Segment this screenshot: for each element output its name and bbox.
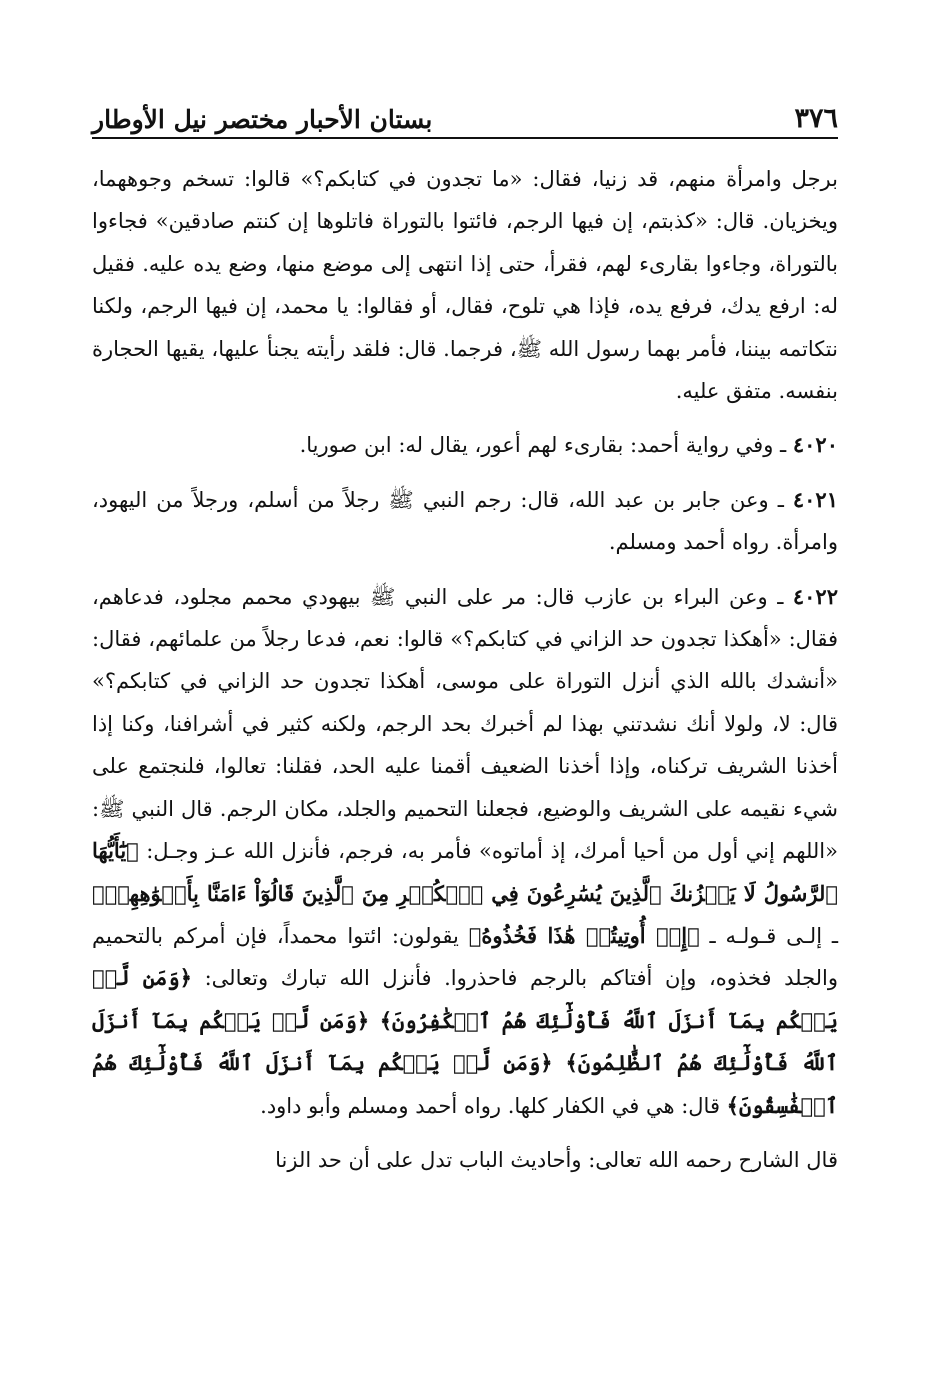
- commentary-paragraph: [92, 1139, 838, 1181]
- hadith-text: ـ وعن جابر بن عبد الله، قال: رجم النبي ﷺ رجلاً من أسلم، ورجلاً من اليهود، وامرأة. رواه أحمد ومسلم.: [92, 487, 838, 555]
- hadith-text: ـ وفي رواية أحمد: بقارىء لهم أعور، يقال له: ابن صوريا.: [299, 433, 793, 458]
- hadith-text: ـ وعن البراء بن عازب قال: مر على النبي ﷺ بيهودي محمم مجلود، فدعاهم، فقال: «أهكذا تجدون حد الزاني في كتابكم؟» قالوا: نعم، فدعا رجلاً من علمائهم، فقال: «أنشدك بالله الذي أنزل التوراة على موسى، أهكذا تجدون حد الزاني في كتابكم؟» قال: لا، ولولا أنك نشدتني بهذا لم أخبرك بحد الرجم، ولكنه كثير في أشرافنا، وكنا إذا أخذنا الشريف تركناه، وإذا أخذنا الضعيف أقمنا عليه الحد، فقلنا: تعالوا، فلنجتمع على شيء نقيمه على الشريف والوضيع، فجعلنا التحميم والجلد، مكان الرجم. قال النبي ﷺ: «اللهم إني أول من أحيا أمرك، إذ أماتوه» فأمر به، فرجم، فأنزل الله عـز وجـل:: [92, 584, 838, 864]
- paragraph-text: قال الشارح رحمه الله تعالى: وأحاديث الباب تدل على أن حد الزنا: [275, 1147, 838, 1172]
- page-number: ٣٧٦: [794, 103, 838, 134]
- quran-verse: ﴿يَٰٓأَيُّهَا ٱلرَّسُولُ لَا يَحۡزُنكَ ٱلَّذِينَ يُسَٰرِعُونَ فِي ٱلۡكُفۡرِ مِنَ ٱلَّذِينَ قَالُوٓاْ ءَامَنَّا بِأَفۡوَٰهِهِمۡ﴾: [92, 838, 838, 906]
- hadith-text: قال: هي في الكفار كلها. رواه أحمد ومسلم وأبو داود.: [260, 1093, 727, 1118]
- quran-verse: ﴿إِنۡ أُوتِيتُمۡ هَٰذَا فَخُذُوهُ﴾: [468, 922, 700, 948]
- hadith-4022: [92, 576, 838, 1127]
- hadith-4021: [92, 479, 838, 564]
- hadith-number: ٤٠٢١: [792, 486, 838, 512]
- running-title: بستان الأحبار مختصر نيل الأوطار: [92, 105, 433, 134]
- hadith-text: ـ إلـى قـولـه ـ: [699, 923, 838, 948]
- page-body: [92, 158, 838, 1193]
- header-rule: [92, 137, 838, 139]
- hadith-4020: [92, 424, 838, 466]
- hadith-text: يقولون: ائتوا محمداً، فإن أمركم بالتحميم والجلد فخذوه، وإن أفتاكم بالرجم فاحذروا. فأنزل الله تبارك وتعالى:: [92, 923, 839, 991]
- paragraph-text: برجل وامرأة منهم، قد زنيا، فقال: «ما تجدون في كتابكم؟» قالوا: تسخم وجوههما، ويخزيان. قال: «كذبتم، إن فيها الرجم، فائتوا بالتوراة فاتلوها إن كنتم صادقين» فجاءوا بالتوراة، وجاءوا بقارىء لهم، فقرأ، حتى إذا انتهى إلى موضع منها، وضع يده عليه. فقيل له: ارفع يدك، فرفع يده، فإذا هي تلوح، فقال، أو فقالوا: يا محمد، إن فيها الرجم، ولكنا نتكاتمه بيننا، فأمر بهما رسول الله ﷺ، فرجما. قال: فلقد رأيته يجنأ عليها، يقيها الحجارة بنفسه. متفق عليه.: [92, 167, 838, 404]
- paragraph-continuation: [92, 158, 838, 412]
- hadith-number: ٤٠٢٠: [792, 432, 838, 458]
- page-header: [92, 88, 838, 132]
- hadith-number: ٤٠٢٢: [792, 583, 838, 609]
- quran-verse: ﴿وَمَن لَّمۡ يَحۡكُم بِمَآ أَنزَلَ ٱللَّهُ فَأُوْلَٰٓئِكَ هُمُ ٱلۡكَٰفِرُونَ﴾ ﴿وَمَن لَّمۡ يَحۡكُم بِمَآ أَنزَلَ ٱللَّهُ فَأُوْلَٰٓئِكَ هُمُ ٱلظَّٰلِمُونَ﴾ ﴿وَمَن لَّمۡ يَحۡكُم بِمَآ أَنزَلَ ٱللَّهُ فَأُوْلَٰٓئِكَ هُمُ ٱلۡفَٰسِقُونَ﴾: [92, 965, 838, 1118]
